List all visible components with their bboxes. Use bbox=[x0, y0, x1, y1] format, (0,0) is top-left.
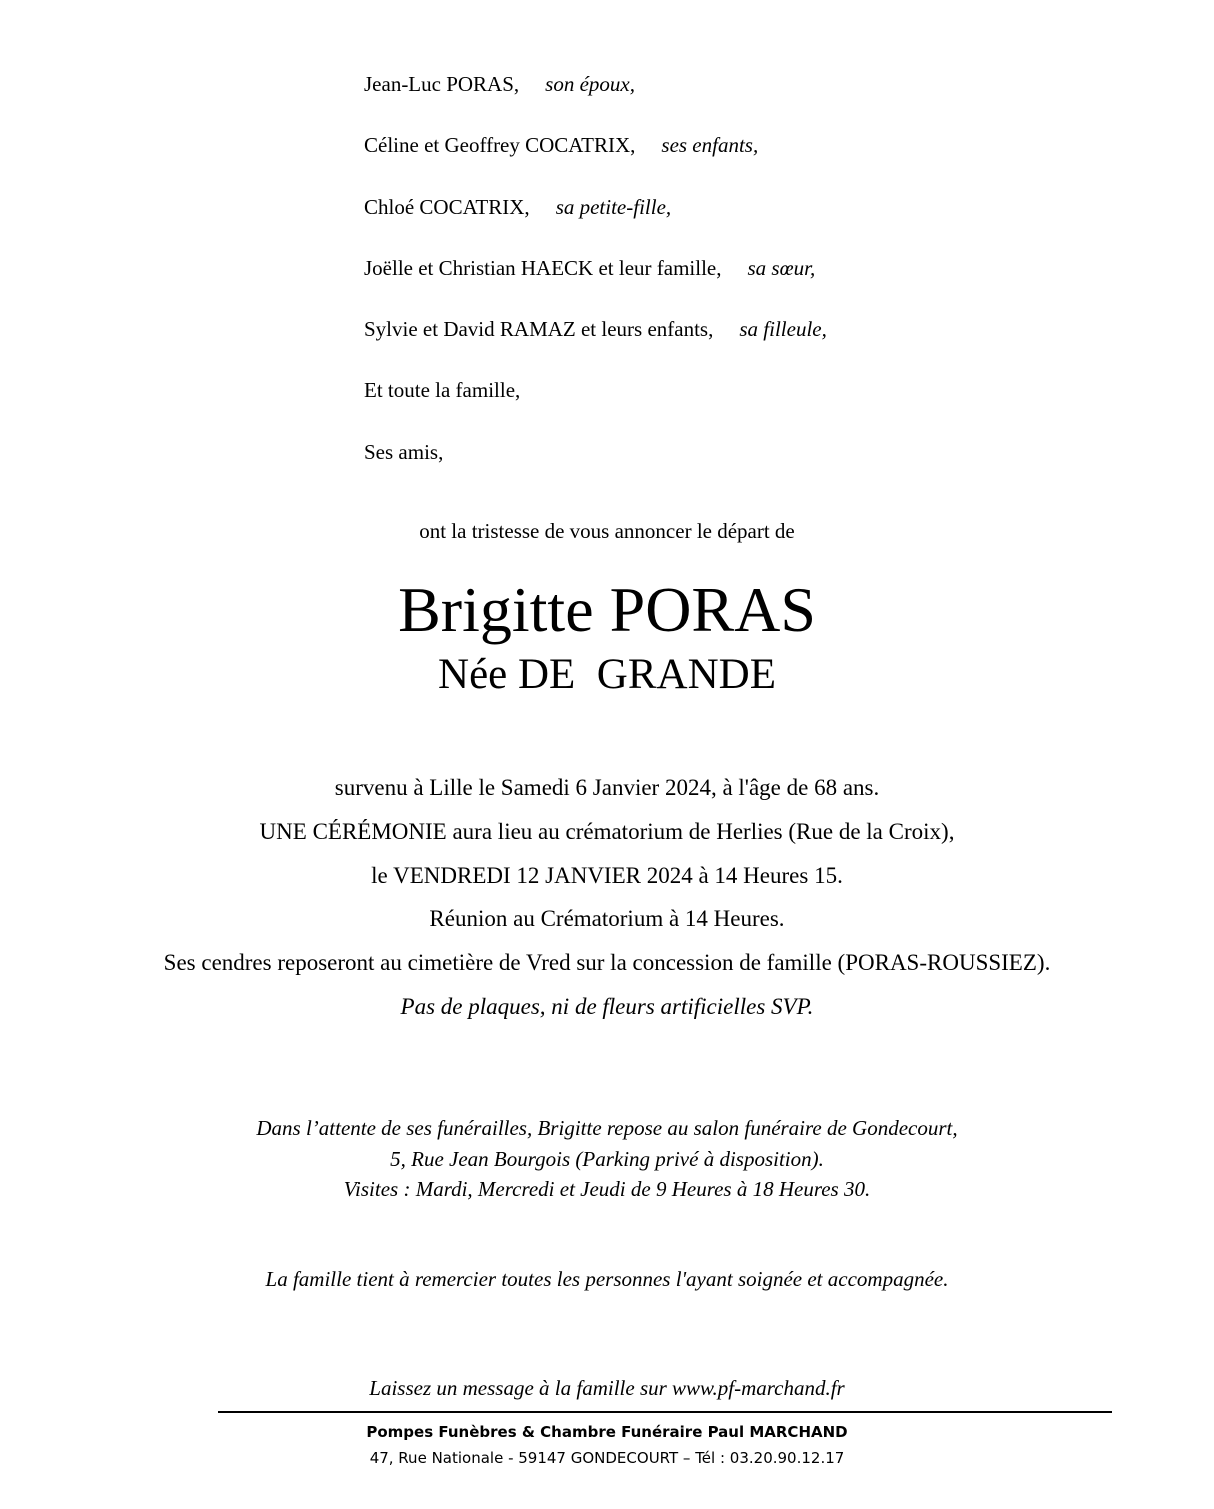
family-row bbox=[364, 191, 1064, 252]
family-row bbox=[364, 436, 1064, 497]
rest-line: Visites : Mardi, Mercredi et Jeudi de 9 Heures à 18 Heures 30. bbox=[343, 1177, 871, 1201]
flowers-notice: Pas de plaques, ni de fleurs artificielles SVP. bbox=[400, 993, 814, 1019]
family-name: Joëlle et Christian HAECK et leur famille, bbox=[364, 255, 722, 280]
rest-notice bbox=[0, 1113, 1214, 1205]
footer-divider bbox=[218, 1411, 1112, 1413]
family-relation: sa filleule, bbox=[739, 317, 827, 342]
message-link: Laissez un message à la famille sur www.pf-marchand.fr bbox=[369, 1376, 845, 1400]
family-relation: son époux, bbox=[545, 72, 635, 96]
death-notice: survenu à Lille le Samedi 6 Janvier 2024, à l'âge de 68 ans. bbox=[334, 775, 880, 800]
family-row bbox=[364, 313, 1064, 374]
family-relation: ses enfants, bbox=[661, 133, 759, 158]
family-row bbox=[364, 252, 1064, 313]
maiden-name bbox=[0, 648, 1214, 702]
footer-address: 47, Rue Nationale - 59147 GONDECOURT – Tél : 03.20.90.12.17 bbox=[369, 1449, 845, 1467]
family-name: Chloé COCATRIX, bbox=[364, 194, 530, 219]
family-name: Et toute la famille, bbox=[364, 378, 521, 403]
maiden-name-text: Née DE GRANDE bbox=[438, 651, 776, 698]
family-list bbox=[364, 68, 1064, 497]
thanks-notice: La famille tient à remercier toutes les personnes l'ayant soignée et accompagnée. bbox=[265, 1267, 949, 1291]
family-row bbox=[364, 129, 1064, 190]
family-row bbox=[364, 68, 1064, 129]
footer-company: Pompes Funèbres & Chambre Funéraire Paul MARCHAND bbox=[366, 1423, 848, 1441]
ceremony-notice: UNE CÉRÉMONIE aura lieu au crématorium de Herlies (Rue de la Croix), bbox=[259, 818, 955, 844]
family-name: Jean-Luc PORAS, bbox=[364, 72, 520, 96]
ashes-notice: Ses cendres reposeront au cimetière de Vred sur la concession de famille (PORAS-ROUSSIEZ). bbox=[163, 950, 1051, 976]
funeral-details bbox=[0, 766, 1214, 1029]
meeting-notice: Réunion au Crématorium à 14 Heures. bbox=[429, 906, 785, 932]
family-relation: sa sœur, bbox=[747, 255, 816, 280]
family-name: Céline et Geoffrey COCATRIX, bbox=[364, 133, 636, 158]
rest-line: 5, Rue Jean Bourgois (Parking privé à disposition). bbox=[390, 1146, 824, 1171]
family-name: Sylvie et David RAMAZ et leurs enfants, bbox=[364, 317, 714, 342]
family-name: Ses amis, bbox=[364, 439, 444, 464]
family-relation: sa petite-fille, bbox=[555, 194, 672, 219]
family-row bbox=[364, 374, 1064, 435]
rest-line: Dans l’attente de ses funérailles, Brigitte repose au salon funéraire de Gondecourt, bbox=[256, 1116, 958, 1140]
announcement: ont la tristesse de vous annoncer le départ de bbox=[419, 519, 795, 543]
ceremony-date: le VENDREDI 12 JANVIER 2024 à 14 Heures 15. bbox=[371, 862, 843, 888]
deceased-name: Brigitte PORAS bbox=[398, 574, 816, 645]
